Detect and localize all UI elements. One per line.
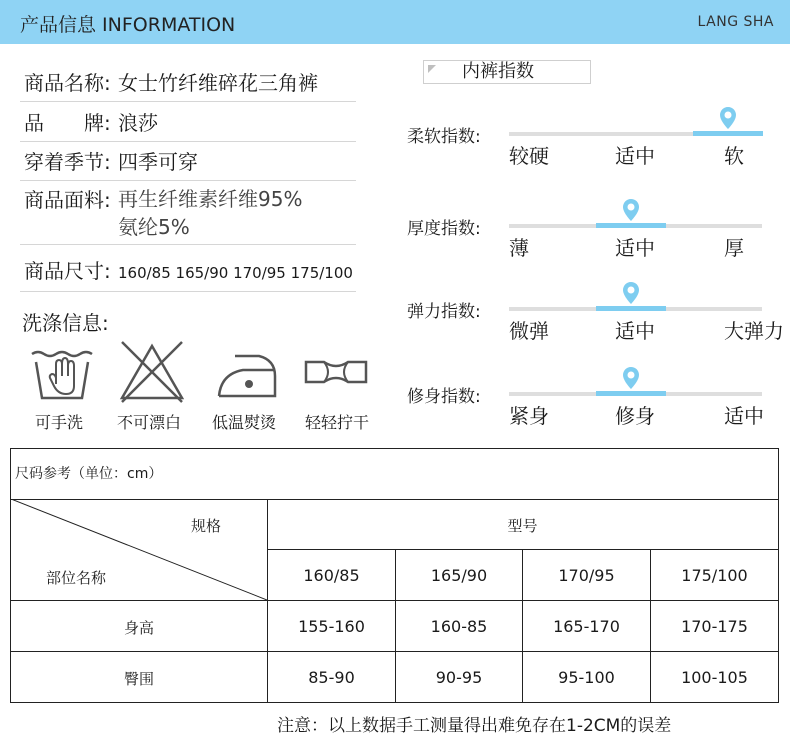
- season-value: 四季可穿: [118, 150, 198, 174]
- wash-label-iron: 低温熨烫: [211, 413, 276, 432]
- row-name-height: 身高: [123, 619, 154, 637]
- fabric-value-1: 再生纤维素纤维95%: [118, 187, 303, 211]
- brand-row: [20, 110, 356, 142]
- scale-option: 薄: [509, 236, 529, 260]
- scale-option: 微弹: [509, 319, 549, 343]
- info-header: [0, 0, 790, 44]
- table-cell: 170-175: [681, 617, 748, 636]
- table-cell: 100-105: [681, 668, 748, 687]
- season-label: 穿着季节:: [24, 150, 111, 174]
- scale-option: 软: [724, 144, 744, 168]
- scale-option: 较硬: [509, 144, 549, 168]
- scale-label: 弹力指数:: [407, 302, 481, 322]
- wash-label-no-bleach: 不可漂白: [116, 413, 181, 432]
- table-cell: 155-160: [298, 617, 365, 636]
- scale-label: 厚度指数:: [407, 219, 481, 239]
- table-cell: 90-95: [435, 668, 483, 687]
- scale-option: 适中: [615, 319, 655, 343]
- fabric-label: 商品面料:: [24, 188, 111, 212]
- brand-label: 品 牌:: [24, 111, 111, 135]
- product-name-row: [20, 70, 356, 102]
- product-name-label: 商品名称:: [24, 71, 111, 95]
- scale-selected-segment: [596, 306, 666, 311]
- product-name-value: 女士竹纤维碎花三角裤: [118, 71, 318, 95]
- season-row: [20, 149, 356, 181]
- size-row: [20, 258, 356, 292]
- table-caption: 尺码参考（单位：cm）: [15, 466, 163, 482]
- header-brand: LANG SHA: [697, 14, 774, 30]
- corner-bottom-label: 部位名称: [45, 569, 106, 587]
- location-pin-icon: [719, 106, 737, 130]
- brand-value: 浪莎: [118, 111, 158, 135]
- scale-option: 大弹力: [724, 319, 784, 343]
- scale-option: 适中: [615, 144, 655, 168]
- low-iron-icon: [213, 340, 281, 404]
- table-cell: 160-85: [430, 617, 488, 636]
- location-pin-icon: [622, 366, 640, 390]
- fabric-value-2: 氨纶5%: [118, 215, 190, 239]
- column-header: 170/95: [558, 566, 615, 585]
- scale-option: 修身: [615, 404, 655, 428]
- index-title: 内裤指数: [462, 61, 534, 82]
- scale-option: 适中: [615, 236, 655, 260]
- column-header: 165/90: [430, 566, 488, 585]
- scale-option: 厚: [724, 236, 744, 260]
- scale-label: 柔软指数:: [407, 127, 481, 147]
- table-cell: 165-170: [553, 617, 620, 636]
- scale-selected-segment: [693, 131, 763, 136]
- row-name-hip: 臀围: [123, 670, 154, 688]
- fabric-row: [20, 187, 356, 245]
- header-title: 产品信息 INFORMATION: [20, 14, 236, 36]
- location-pin-icon: [622, 281, 640, 305]
- measurement-note: 注意：以上数据手工测量得出难免存在1-2CM的误差: [277, 716, 672, 736]
- table-cell: 95-100: [558, 668, 615, 687]
- hand-wash-icon: [28, 340, 96, 404]
- scale-option: 紧身: [509, 404, 549, 428]
- column-header: 160/85: [303, 566, 360, 585]
- table-cell: 85-90: [308, 668, 355, 687]
- group-header: 型号: [507, 517, 538, 535]
- gentle-wring-icon: [302, 340, 370, 404]
- no-bleach-icon: [118, 340, 186, 404]
- wash-label-hand: 可手洗: [34, 413, 83, 432]
- scale-selected-segment: [596, 223, 666, 228]
- size-value: 160/85 165/90 170/95 175/100: [118, 264, 353, 282]
- corner-mark: [428, 65, 436, 73]
- index-title-box: [423, 60, 591, 84]
- size-table: [10, 448, 779, 703]
- wash-title: 洗涤信息:: [22, 311, 109, 335]
- scale-option: 适中: [724, 404, 764, 428]
- column-header: 175/100: [681, 566, 748, 585]
- location-pin-icon: [622, 198, 640, 222]
- corner-top-label: 规格: [190, 517, 221, 535]
- scale-selected-segment: [596, 391, 666, 396]
- size-label: 商品尺寸:: [24, 259, 111, 283]
- wash-label-wring: 轻轻拧干: [304, 413, 369, 432]
- scale-label: 修身指数:: [407, 387, 481, 407]
